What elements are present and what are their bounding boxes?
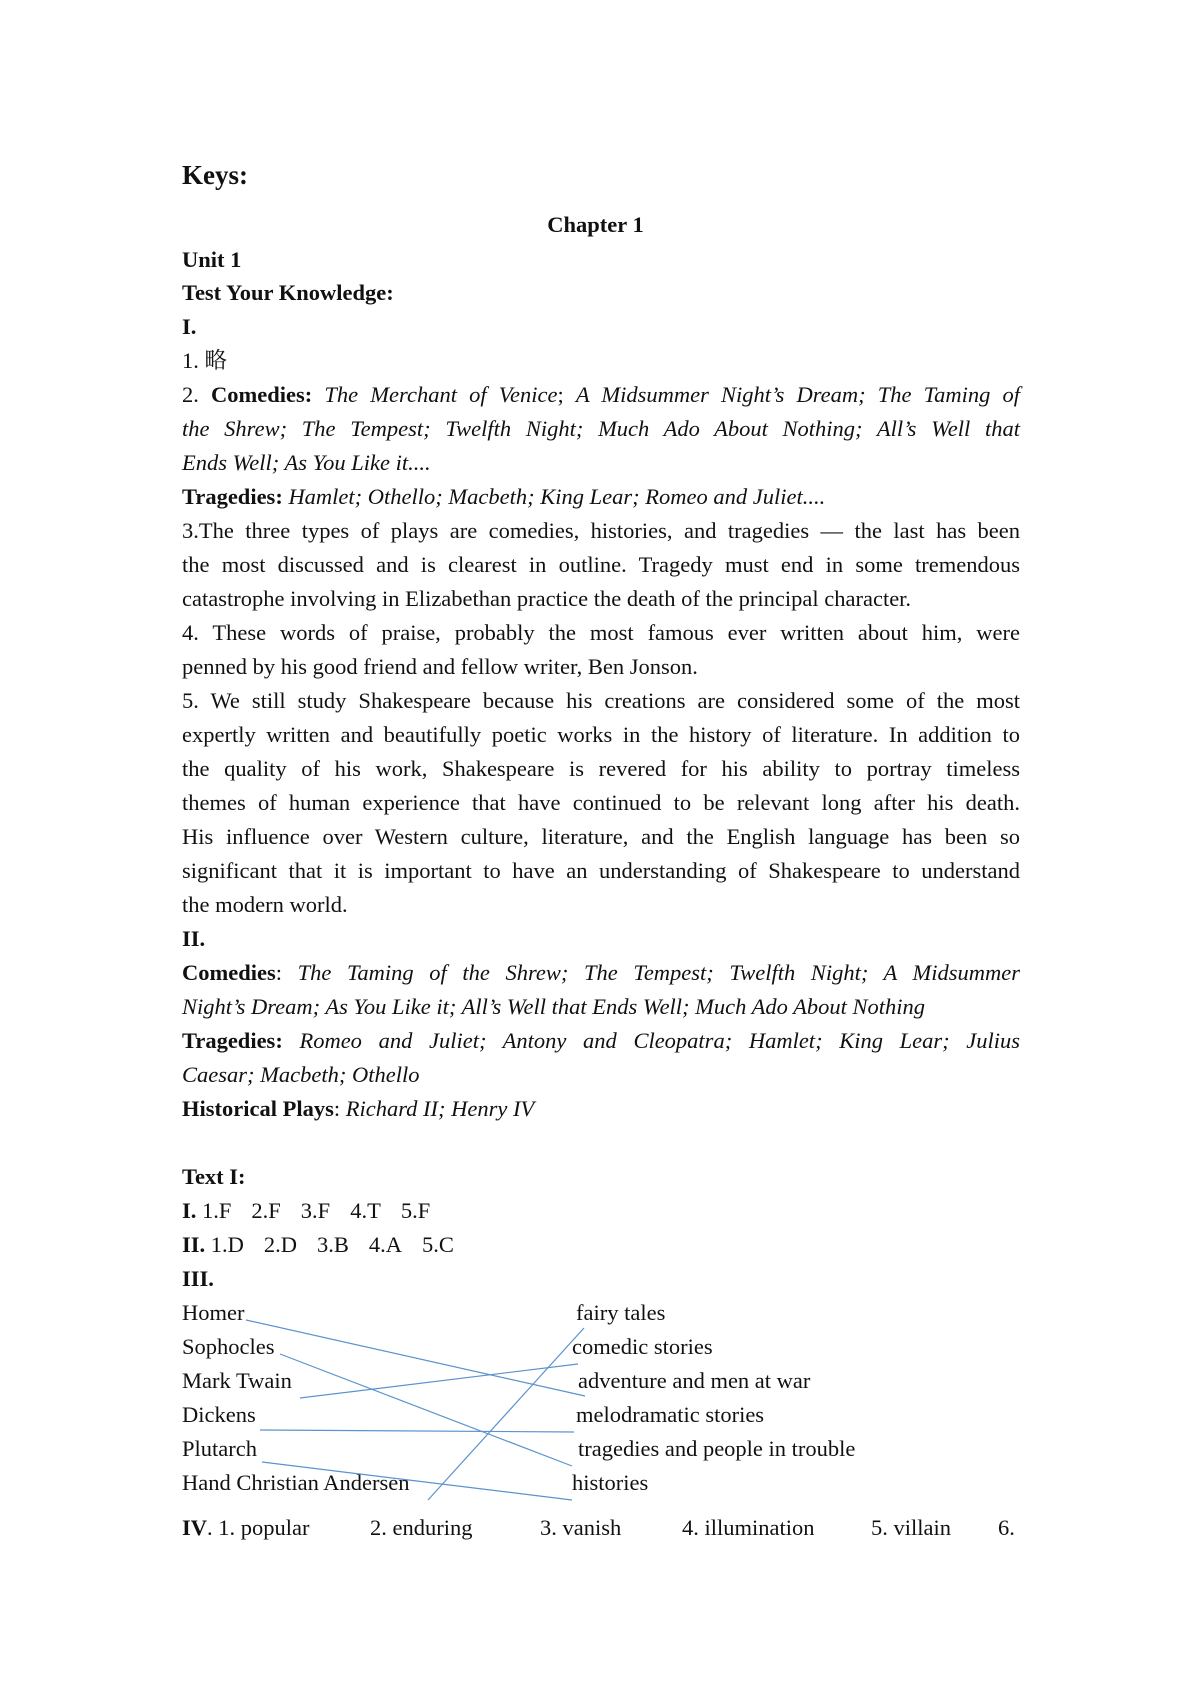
match-left-andersen: Hand Christian Andersen: [182, 1470, 410, 1495]
answer-5-line-2: expertly written and beautifully poetic works in the history of literature. In addition to: [182, 722, 1020, 747]
match-line-dickens: [260, 1430, 574, 1432]
answer-4-line-2: penned by his good friend and fellow writer, Ben Jonson.: [182, 654, 698, 679]
section-II-label: II.: [182, 926, 206, 951]
match-left-sophocles: Sophocles: [182, 1334, 275, 1359]
ii-comedies-line-2: Night’s Dream; As You Like it; All’s Well that Ends Well; Much Ado About Nothing: [182, 994, 925, 1019]
match-right-histories: histories: [572, 1470, 649, 1495]
ii-tragedies-line-2: Caesar; Macbeth; Othello: [182, 1062, 420, 1087]
match-line-plutarch: [262, 1462, 572, 1500]
iv-item-2: 2. enduring: [370, 1515, 473, 1540]
match-left-homer: Homer: [182, 1300, 245, 1325]
section-I-label: I.: [182, 314, 197, 339]
answer-3-line-2: the most discussed and is clearest in outline. Tragedy must end in some tremendous: [182, 552, 1020, 577]
text-I-heading: Text I:: [182, 1164, 246, 1189]
match-right-comedic-stories: comedic stories: [572, 1334, 713, 1359]
unit-heading: Unit 1: [182, 247, 242, 272]
answer-5-line-4: themes of human experience that have continued to be relevant long after his death.: [182, 790, 1020, 815]
ii-tragedies-line-1: Tragedies: Romeo and Juliet; Antony and Cleopatra; Hamlet; King Lear; Julius: [182, 1028, 1020, 1053]
iv-item-6: 6.: [998, 1515, 1015, 1540]
iv-item-5: 5. villain: [871, 1515, 951, 1540]
keys-title: Keys:: [182, 160, 248, 190]
section-IV-answers: IV. 1. popular 2. enduring 3. vanish 4. illumination 5. villain 6.: [182, 1511, 1020, 1545]
answer-4-line-1: 4. These words of praise, probably the most famous ever written about him, were: [182, 620, 1020, 645]
answer-2-line-3: Ends Well; As You Like it....: [182, 450, 431, 475]
answer-5-line-6: significant that it is important to have an understanding of Shakespeare to understand: [182, 858, 1020, 883]
ii-historical-line: Historical Plays: Richard II; Henry IV: [182, 1096, 535, 1121]
answer-2-line-2: the Shrew; The Tempest; Twelfth Night; Much Ado About Nothing; All’s Well that: [182, 416, 1020, 441]
answer-5-line-3: the quality of his work, Shakespeare is revered for his ability to portray timeless: [182, 756, 1020, 781]
match-line-homer: [246, 1320, 585, 1396]
ii-comedies-line-1: Comedies: The Taming of the Shrew; The Tempest; Twelfth Night; A Midsummer: [182, 960, 1020, 985]
text-I-section-II-answers: II. 1.D 2.D 3.B 4.A 5.C: [182, 1232, 454, 1257]
match-line-sophocles: [280, 1354, 572, 1466]
match-right-adventure: adventure and men at war: [578, 1368, 811, 1393]
iv-item-4: 4. illumination: [682, 1515, 815, 1540]
match-right-melodramatic: melodramatic stories: [576, 1402, 765, 1427]
text-I-section-I-answers: I. 1.F 2.F 3.F 4.T 5.F: [182, 1198, 431, 1223]
answer-5-line-7: the modern world.: [182, 892, 348, 917]
match-left-dickens: Dickens: [182, 1402, 256, 1427]
answer-5-line-1: 5. We still study Shakespeare because his creations are considered some of the most: [182, 688, 1020, 713]
match-left-plutarch: Plutarch: [182, 1436, 257, 1461]
answer-3-line-3: catastrophe involving in Elizabethan practice the death of the principal character.: [182, 586, 912, 611]
answer-5-line-5: His influence over Western culture, literature, and the English language has been so: [182, 824, 1020, 849]
answer-3-line-1: 3.The three types of plays are comedies, histories, and tragedies — the last has been: [182, 518, 1020, 543]
match-left-mark-twain: Mark Twain: [182, 1368, 292, 1393]
test-heading: Test Your Knowledge:: [182, 280, 394, 305]
match-right-tragedies: tragedies and people in trouble: [578, 1436, 856, 1461]
chapter-title: Chapter 1: [547, 212, 644, 237]
answer-2-line-1: 2. Comedies: The Merchant of Venice; A Midsummer Night’s Dream; The Taming of: [182, 382, 1021, 407]
answer-2-tragedies: Tragedies: Hamlet; Othello; Macbeth; King Lear; Romeo and Juliet....: [182, 484, 826, 509]
iv-item-3: 3. vanish: [540, 1515, 622, 1540]
match-right-fairy-tales: fairy tales: [576, 1300, 666, 1325]
answer-1: 1. 略: [182, 348, 228, 373]
text-I-section-III-label: III.: [182, 1266, 214, 1291]
match-line-andersen: [428, 1328, 584, 1500]
